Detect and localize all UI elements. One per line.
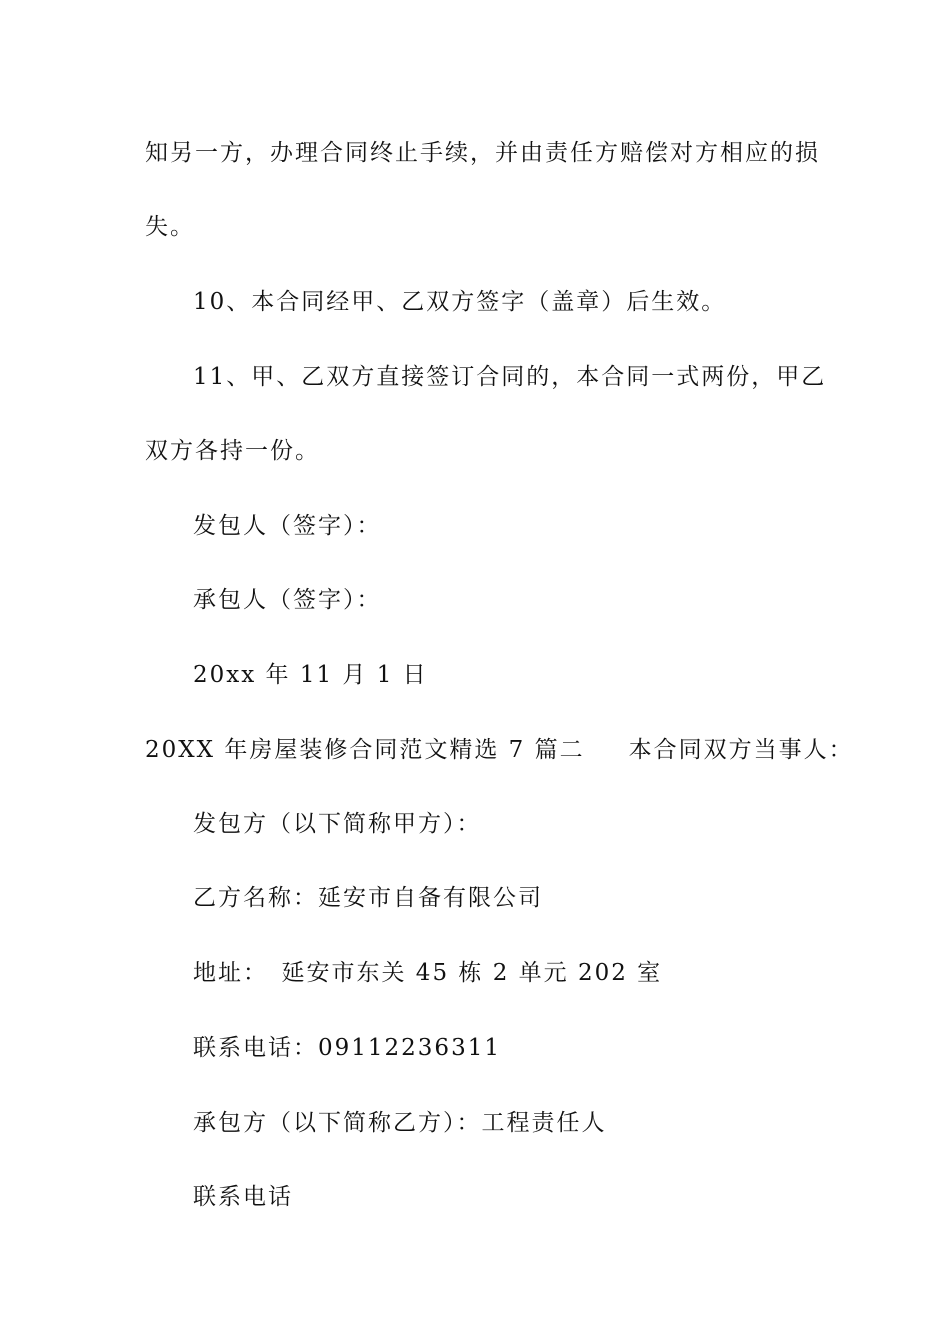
- section-title: 20XX 年房屋装修合同范文精选 7 篇二: [145, 737, 585, 763]
- signature-date: 20xx 年 11 月 1 日: [193, 662, 428, 688]
- clause-10: 10、本合同经甲、乙双方签字（盖章）后生效。: [193, 289, 727, 315]
- party-b-name: 乙方名称：延安市自备有限公司: [193, 885, 543, 911]
- contractor-signature: 承包人（签字）：: [193, 587, 382, 613]
- phone-2: 联系电话: [193, 1184, 293, 1210]
- section-intro: 本合同双方当事人：: [628, 737, 854, 763]
- address: 地址： 延安市东关 45 栋 2 单元 202 室: [193, 960, 663, 986]
- clause-11-line-1: 11、甲、乙双方直接签订合同的，本合同一式两份，甲乙: [193, 364, 827, 390]
- employer-signature: 发包人（签字）：: [193, 513, 382, 539]
- contractor-party: 承包方（以下简称乙方）：工程责任人: [193, 1110, 607, 1136]
- paragraph-line: 失。: [145, 214, 195, 240]
- phone: 联系电话：09112236311: [193, 1035, 501, 1061]
- paragraph-line: 知另一方，办理合同终止手续，并由责任方赔偿对方相应的损: [145, 140, 820, 166]
- clause-11-line-2: 双方各持一份。: [145, 438, 320, 464]
- section-heading-line: [145, 735, 854, 765]
- party-a-label: 发包方（以下简称甲方）：: [193, 811, 482, 837]
